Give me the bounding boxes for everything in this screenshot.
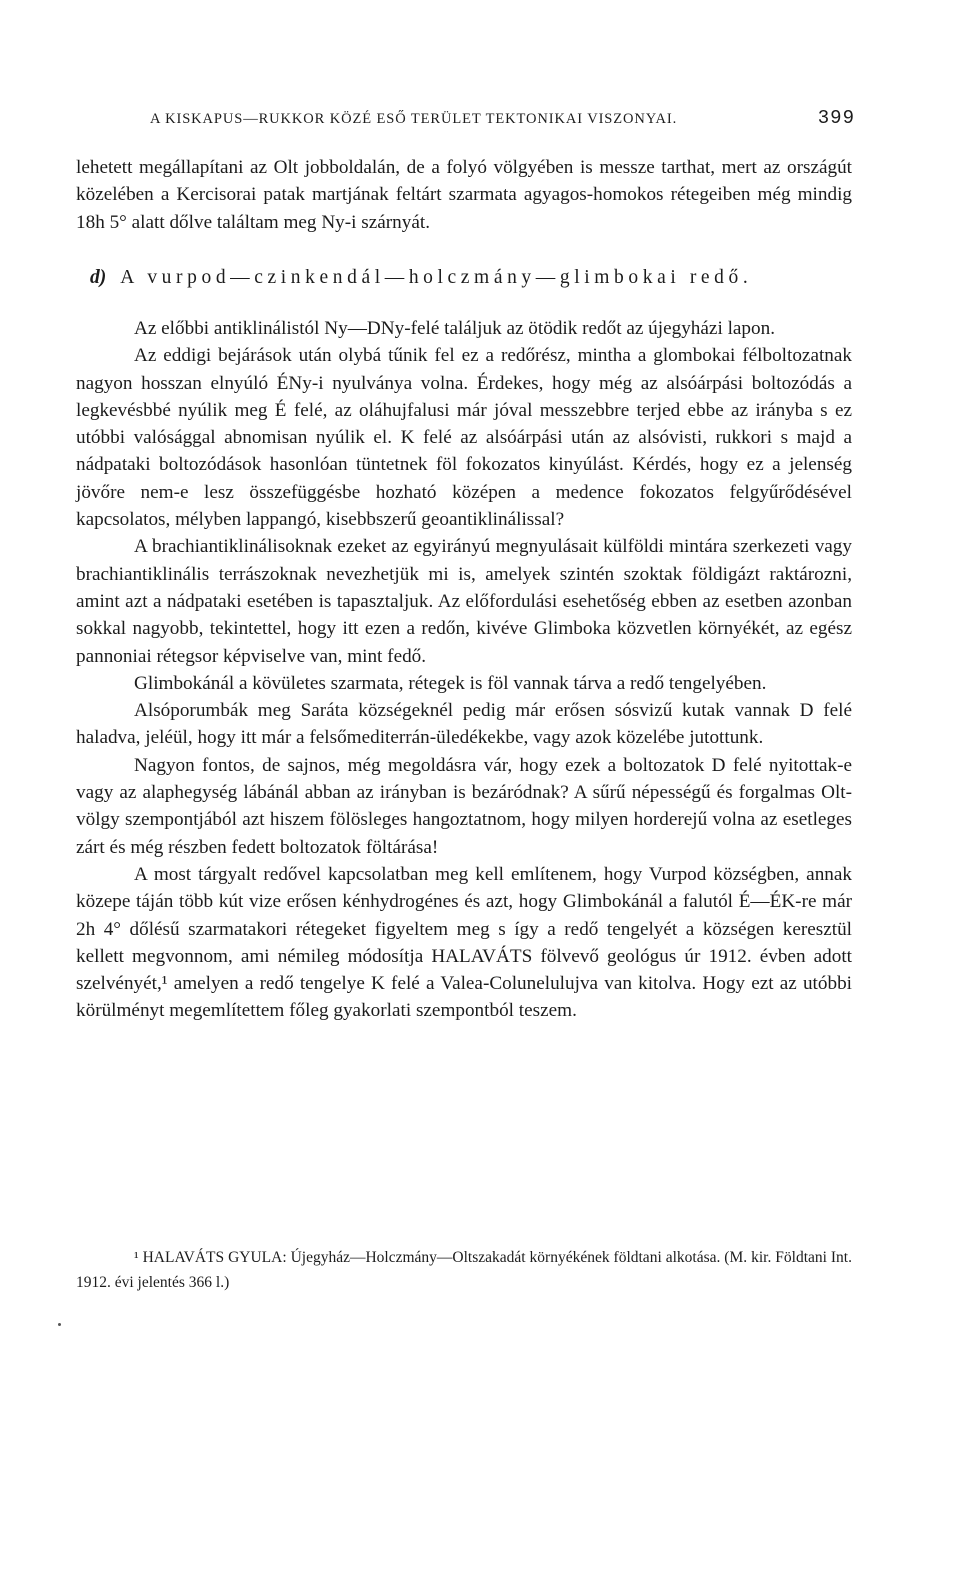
paragraph: Glimbokánál a kövületes szarmata, rétegek is föl vannak tárva a redő tengelyében. bbox=[134, 672, 767, 694]
paragraph: A most tárgyalt redővel kapcsolatban meg kell említenem, hogy Vurpod községben, annak közepe táján több kút vize erősen kénhydrogénes és azt, hogy Glimbokánál a falutól É—ÉK-re már 2h 4° dőlésű szarmatakori rétegeket figyeltem meg s így a redő tengelyét a községen keresztül kellett megvonnom, ami némileg módosítja HALAVÁTS fölvevő geológus úr 1912. évben adott szelvényét,¹ amelyen a redő tengelye K felé a Valea-Colunelulujva van kitolva. Hogy ezt az utóbbi körülményt megemlítettem főleg gyakorlati szempontból teszem. bbox=[76, 863, 852, 1022]
body-text bbox=[76, 315, 852, 1025]
paragraph: Nagyon fontos, de sajnos, még megoldásra vár, hogy ezek a boltozatok D felé nyitottak-e vagy az alaphegység lábánál abban az irányban is bezáródnak? A sűrű népességű és forgalmas Olt-völgy szempontjából azt hiszem fölösleges hangoztatnom, hogy milyen horderejű volna az esetleges zárt és még részben fedett boltozatok föltárása! bbox=[76, 754, 852, 858]
paragraph: Az előbbi antiklinálistól Ny—DNy-felé találjuk az ötödik redőt az újegyházi lapon. bbox=[134, 318, 775, 339]
running-header bbox=[150, 107, 855, 133]
footnote-block bbox=[76, 1245, 852, 1295]
paragraph: Az eddigi bejárások után olybá tűnik fel ez a redőrész, mintha a glombokai félboltozatnak nagyon hosszan elnyúló ÉNy-i nyulványa volna. Érdekes, hogy még az alsóárpási boltozódás a legkevésbbé nyúlik meg É felé, az oláhujfalusi már jóval messzebbre terjed ebbe az irányba s ez utóbbi valósággal abnomisan nyúlik el. K felé az alsóárpási után az alsóvisti, rukkori s majd a nádpataki boltozódások hasonlóan tüntetnek föl fokozatos kinyúlást. Kérdés, hogy ez a jelenség jövőre nem-e lesz összefüggésbe hozható középen a medence fokozatos felgyűrődésével kapcsolatos, mélyben lappangó, kisebbszerű geoantiklinálissal? bbox=[76, 345, 852, 531]
section-heading bbox=[90, 267, 860, 289]
paragraph: Alsóporumbák meg Saráta községeknél pedig már erősen sósvizű kutak vannak D felé haladva, jeléül, hogy itt már a felsőmediterrán-üledékekbe, vagy azok közelébe jutottunk. bbox=[76, 700, 852, 749]
stray-mark bbox=[58, 1323, 61, 1326]
intro-block bbox=[76, 154, 852, 236]
running-title: A KISKAPUS—RUKKOR KÖZÉ ESŐ TERÜLET TEKTONIKAI VISZONYAI. bbox=[150, 111, 678, 127]
section-letter: d) bbox=[90, 267, 107, 288]
intro-paragraph: lehetett megállapítani az Olt jobboldalán, de a folyó völgyében is messze tarthat, mert az országút közelében a Kercisorai patak martjának feltárt szarmata agyagos-homokos rétegeiben még mindig 18h 5° alatt dőlve találtam meg Ny-i szárnyát. bbox=[76, 157, 852, 233]
paragraph: A brachiantiklinálisoknak ezeket az egyirányú megnyulásait külföldi mintára szerkezeti vagy brachiantiklinális terrászoknak nevezhetjük mi is, amelyek szintén szoktak földigázt raktározni, amint azt a nádpataki esetében is tapasztaljuk. Az előfordulási esehetőség ebben az esetben azonban sokkal nagyobb, tekintettel, hogy itt ezen a redőn, kivéve Glimboka közvetlen környékét, az egész pannoniai rétegsor képviselve van, mint fedő. bbox=[76, 536, 852, 667]
section-title: A vurpod—czinkendál—holczmány—glimbokai redő. bbox=[120, 267, 753, 288]
footnote: ¹ HALAVÁTS GYULA: Újegyház—Holczmány—Oltszakadát környékének földtani alkotása. (M. kir. Földtani Int. 1912. évi jelentés 366 l.) bbox=[76, 1249, 852, 1291]
page-number: 399 bbox=[817, 107, 855, 129]
